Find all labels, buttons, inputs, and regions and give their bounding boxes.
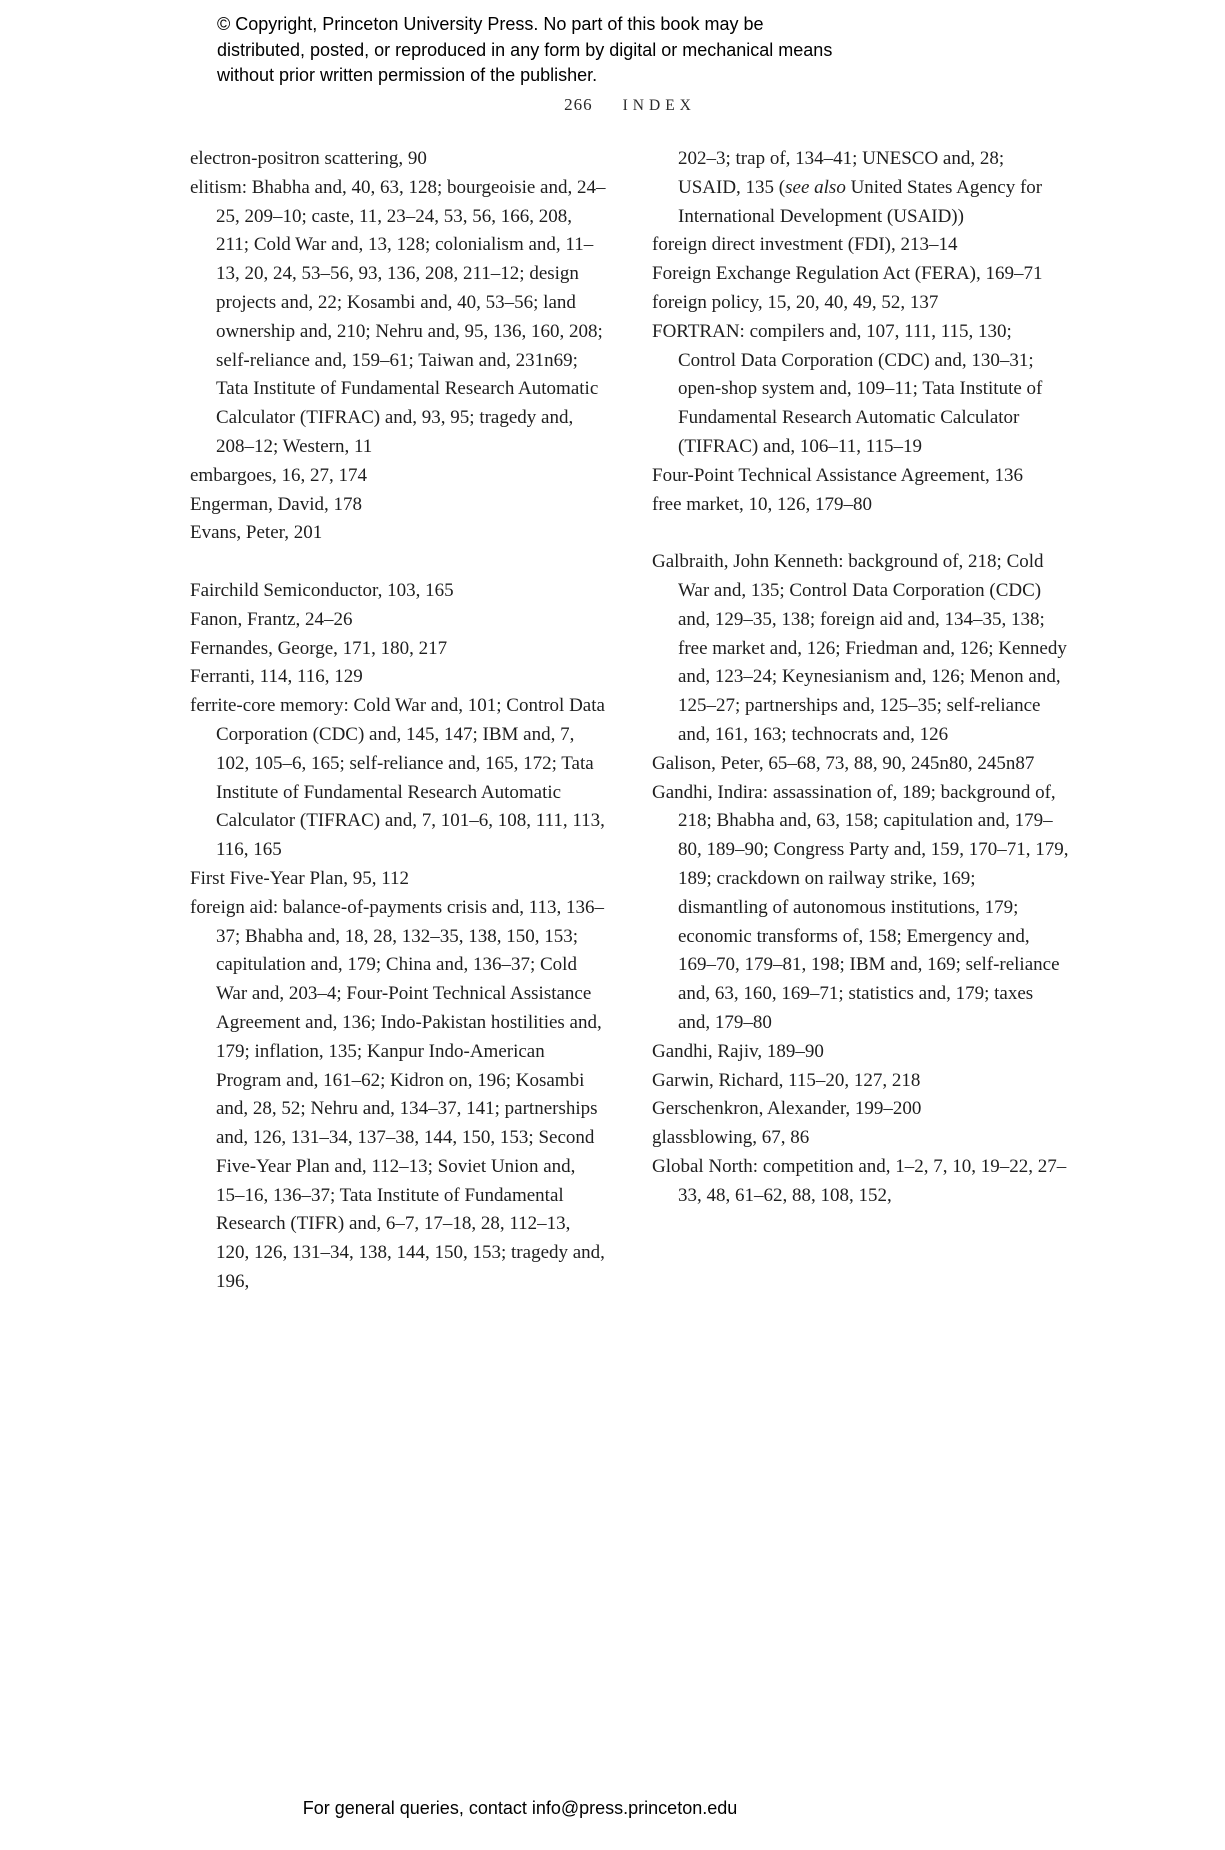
index-entry: FORTRAN: compilers and, 107, 111, 115, 130; Control Data Corporation (CDC) and, 130–31; open-shop system and, 109–11; Tata Institute of Fundamental Research Automatic Calculator (TIFRAC) and, 106–11, 115–19 [652, 320, 1043, 457]
index-entry: Foreign Exchange Regulation Act (FERA), 169–71 [652, 263, 1043, 285]
footer-contact: For general queries, contact info@press.princeton.edu [302, 1798, 738, 1818]
index-entry: Gandhi, Indira: assassination of, 189; background of, 218; Bhabha and, 63, 158; capitulation and, 179–80, 189–90; Congress Party and, 159, 170–71, 179, 189; crackdown on railway strike, 169; dismantling of autonomous institutions, 179; economic transforms of, 158; Emergency and, 169–70, 179–81, 198; IBM and, 169; self-reliance and, 63, 160, 169–71; statistics and, 179; taxes and, 179–80 [652, 781, 1069, 1033]
index-entry: electron-positron scattering, 90 [190, 148, 427, 169]
index-entry: Engerman, David, 178 [190, 493, 363, 515]
index-group [190, 577, 608, 1297]
index-column-left [190, 145, 608, 1297]
index-column-right [652, 145, 1070, 1297]
index-entry: foreign aid: balance-of-payments crisis and, 113, 136–37; Bhabha and, 18, 28, 132–35, 138, 150, 153; capitulation and, 179; China and, 136–37; Cold War and, 203–4; Four-Point Technical Assistance Agreement and, 136; Indo-Pakistan hostilities and, 179; inflation, 135; Kanpur Indo-American Program and, 161–62; Kidron on, 196; Kosambi and, 28, 52; Nehru and, 134–37, 141; partnerships and, 126, 131–34, 137–38, 144, 150, 153; Second Five-Year Plan and, 112–13; Soviet Union and, 15–16, 136–37; Tata Institute of Fundamental Research (TIFR) and, 6–7, 17–18, 28, 112–13, 120, 126, 131–34, 138, 144, 150, 153; tragedy and, 196, [190, 896, 605, 1293]
index-entry: First Five-Year Plan, 95, 112 [190, 867, 410, 889]
index-entry: Gandhi, Rajiv, 189–90 [652, 1040, 824, 1062]
index-group [652, 548, 1070, 1210]
index-group [652, 145, 1070, 519]
index-entry: Galison, Peter, 65–68, 73, 88, 90, 245n80, 245n87 [652, 752, 1035, 774]
index-entry: 202–3; trap of, 134–41; UNESCO and, 28; USAID, 135 (see also United States Agency for International Development (USAID)) [678, 148, 1043, 227]
index-entry: Garwin, Richard, 115–20, 127, 218 [652, 1069, 921, 1091]
index-group [190, 145, 608, 548]
index-entry: elitism: Bhabha and, 40, 63, 128; bourgeoisie and, 24–25, 209–10; caste, 11, 23–24, 53, 56, 166, 208, 211; Cold War and, 13, 128; colonialism and, 11–13, 20, 24, 53–56, 93, 136, 208, 211–12; design projects and, 22; Kosambi and, 40, 53–56; land ownership and, 210; Nehru and, 95, 136, 160, 208; self-reliance and, 159–61; Taiwan and, 231n69; Tata Institute of Fundamental Research Automatic Calculator (TIFRAC) and, 93, 95; tragedy and, 208–12; Western, 11 [190, 176, 606, 457]
index-entry: Ferranti, 114, 116, 129 [190, 666, 363, 688]
index-entry: Fernandes, George, 171, 180, 217 [190, 637, 448, 659]
index-entry: Fanon, Frantz, 24–26 [190, 608, 353, 630]
page-number: 266 [564, 95, 593, 114]
index-columns [190, 145, 1070, 1297]
index-entry: ferrite-core memory: Cold War and, 101; Control Data Corporation (CDC) and, 145, 147; IBM and, 7, 102, 105–6, 165; self-reliance and, 165, 172; Tata Institute of Fundamental Research Automatic Calculator (TIFRAC) and, 7, 101–6, 108, 111, 113, 116, 165 [190, 695, 605, 861]
index-entry: foreign policy, 15, 20, 40, 49, 52, 137 [652, 291, 939, 313]
index-entry: Galbraith, John Kenneth: background of, 218; Cold War and, 135; Control Data Corporation (CDC) and, 129–35, 138; foreign aid and, 134–35, 138; free market and, 126; Friedman and, 126; Kennedy and, 123–24; Keynesianism and, 126; Menon and, 125–27; partnerships and, 125–35; self-reliance and, 161, 163; technocrats and, 126 [652, 551, 1067, 745]
index-entry: foreign direct investment (FDI), 213–14 [652, 234, 958, 256]
index-entry: Global North: competition and, 1–2, 7, 10, 19–22, 27–33, 48, 61–62, 88, 108, 152, [652, 1155, 1067, 1206]
index-entry: free market, 10, 126, 179–80 [652, 493, 873, 515]
index-entry: Evans, Peter, 201 [190, 522, 323, 544]
index-entry: Gerschenkron, Alexander, 199–200 [652, 1098, 922, 1120]
copyright-notice: © Copyright, Princeton University Press. No part of this book may be distributed, posted, or reproduced in any form by digital or mechanical means without prior written permission of the publisher. [217, 14, 833, 85]
index-entry: Fairchild Semiconductor, 103, 165 [190, 579, 454, 601]
index-entry: embargoes, 16, 27, 174 [190, 464, 367, 486]
index-entry: Four-Point Technical Assistance Agreement, 136 [652, 464, 1024, 486]
index-entry: glassblowing, 67, 86 [652, 1127, 810, 1149]
running-head [190, 95, 1070, 115]
running-head-title: INDEX [622, 97, 696, 114]
